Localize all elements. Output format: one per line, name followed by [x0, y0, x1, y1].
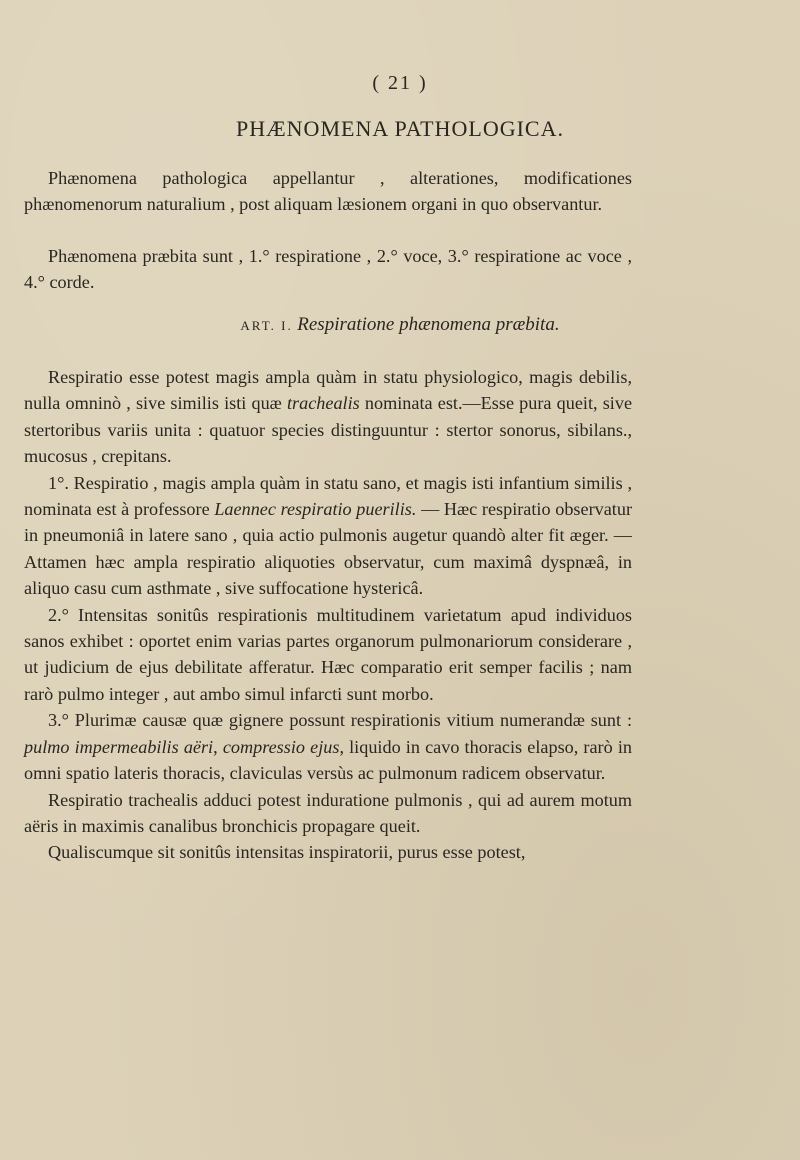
- body-p1: Respiratio esse potest magis ampla quàm in statu physiologico, magis debilis, nulla omninò , sive similis isti quæ: [24, 367, 632, 414]
- body-p2-end: — Hæc respiratio observatur in pneumoniâ in latere sano , quia actio pulmonis augetur quandò alter fit æger. — Attamen hæc ampla respiratio aliquoties observatur, cum maximâ dyspnæâ, in aliquo casu cum asthmate , sive suffocatione hystericâ.: [24, 499, 632, 599]
- intro-paragraph-2: [24, 243, 632, 296]
- body-paragraph-2: [24, 470, 632, 602]
- body-paragraph-6: Qualiscumque sit sonitûs intensitas inspiratorii, purus esse potest,: [48, 842, 526, 863]
- article-label: ART. I.: [240, 318, 293, 333]
- article-title: Respiratione phænomena præbita.: [297, 314, 560, 335]
- body-paragraph-4: [24, 707, 632, 786]
- intro-paragraph-1: [24, 165, 632, 218]
- body-p4-italic-2: compressio ejus: [222, 736, 340, 757]
- body-p4-italic-1: pulmo impermeabilis aëri: [24, 736, 214, 757]
- body-p2-start: 1°. Respiratio , magis ampla quàm in statu sano, et magis isti infantium similis , nominata est à professore: [24, 472, 632, 520]
- body-p1-italic: trachealis: [286, 393, 360, 414]
- intro-p2: Phænomena præbita sunt , 1.° respiratione , 2.° voce, 3.° respiratione ac voce , 4.° corde.: [24, 246, 632, 293]
- page-number: ( 21 ): [372, 72, 428, 94]
- body-p4-sep: ,: [213, 736, 218, 757]
- body-p1-end: nominata est.—Esse pura queit, sive stertoribus variis unita : quatuor species distinguuntur : stertor sonorus, sibilans., mucosus , crepitans.: [24, 393, 633, 467]
- article-body: [24, 364, 632, 866]
- intro-p1: Phænomena pathologica appellantur , alterationes, modificationes phænomenorum naturalium , post aliquam læsionem organi in quo observantur.: [24, 168, 632, 215]
- article-heading: [0, 314, 800, 336]
- body-paragraph-3: 2.° Intensitas sonitûs respirationis multitudinem varietatum apud individuos sanos exhibet : oportet enim varias partes organorum pulmonariorum considerare , ut judicium de ejus debilitate afferatur. Hæc comparatio erit semper facilis ; nam rarò pulmo integer , aut ambo simul infarcti sunt morbo.: [24, 604, 632, 704]
- body-paragraph-5: Respiratio trachealis adduci potest induratione pulmonis , qui ad aurem motum aëris in maximis canalibus bronchicis propagare queit.: [24, 789, 632, 836]
- section-title: PHÆNOMENA PATHOLOGICA.: [235, 116, 564, 141]
- body-p4-start: 3.° Plurimæ causæ quæ gignere possunt respirationis vitium numerandæ sunt :: [48, 710, 632, 731]
- body-p2-italic: Laennec respiratio puerilis.: [214, 499, 417, 520]
- body-p4-end: , liquido in cavo thoracis elapso, rarò in omni spatio lateris thoracis, claviculas versùs ac pulmonum radicem observatur.: [24, 736, 632, 784]
- body-paragraph-1: [24, 364, 632, 470]
